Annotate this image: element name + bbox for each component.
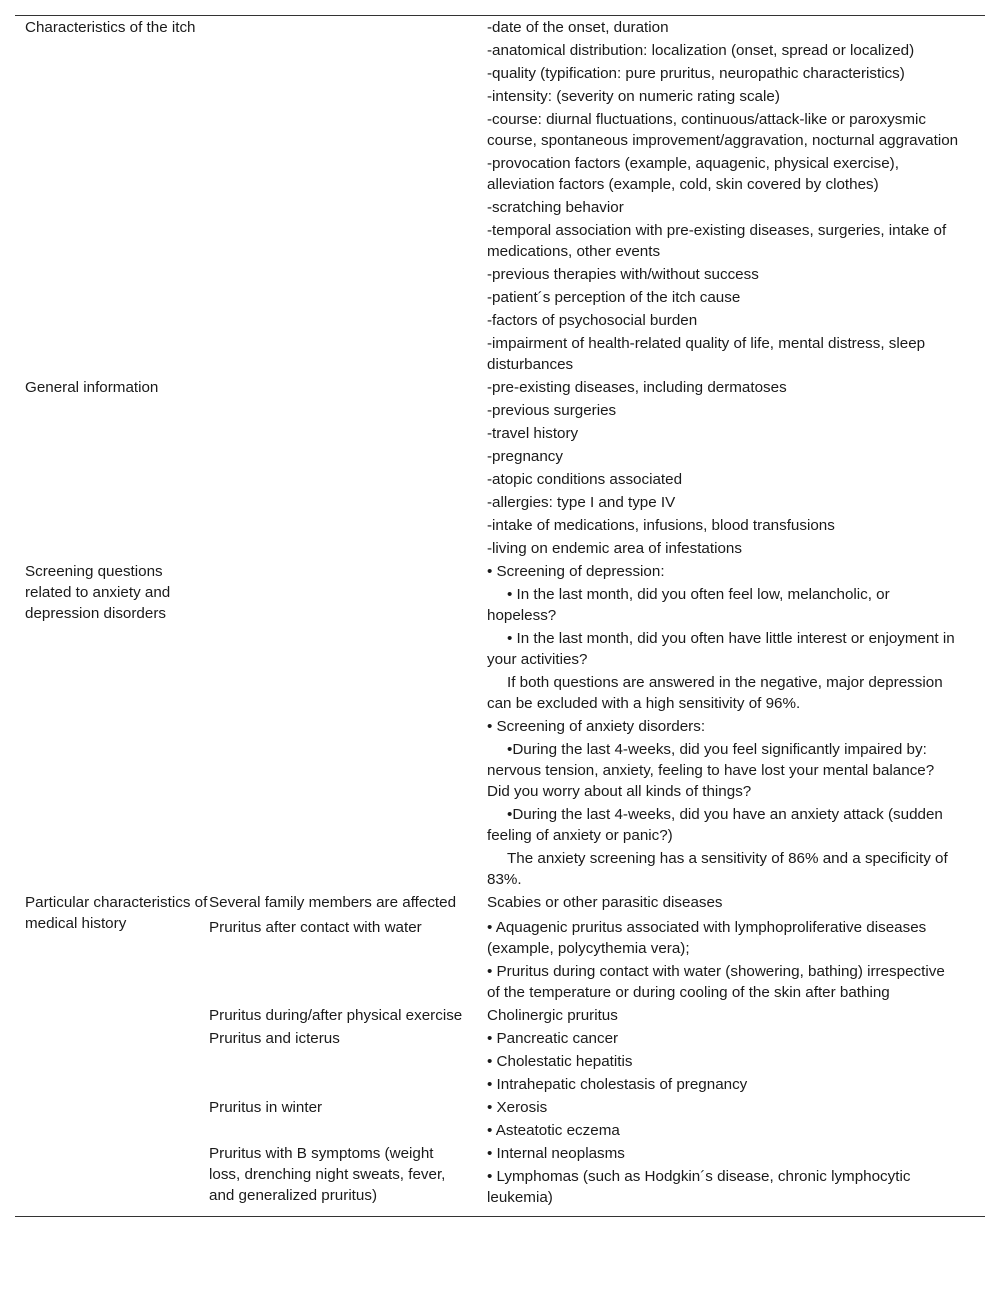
- condition-details: [487, 917, 961, 1005]
- row-details: [487, 561, 961, 892]
- detail-line: • Screening of anxiety disorders:: [487, 718, 706, 735]
- empty-cell: [209, 377, 487, 561]
- detail-line: • Cholestatic hepatitis: [487, 1053, 633, 1070]
- detail-line: -patient´s perception of the itch cause: [487, 289, 741, 306]
- row-label: Characteristics of the itch: [25, 19, 196, 36]
- table-row-screening-questions: [15, 561, 985, 892]
- detail-line: • Screening of depression:: [487, 563, 665, 580]
- detail-line: • Pruritus during contact with water (showering, bathing) irrespective of the temperature or during cooling of the skin after bathing: [487, 963, 945, 1001]
- condition-label: Pruritus and icterus: [209, 1030, 340, 1047]
- detail-line: -living on endemic area of infestations: [487, 540, 742, 557]
- detail-line: • Xerosis: [487, 1099, 548, 1116]
- condition-details: [487, 1028, 961, 1097]
- table-row-particular-characteristics: [15, 892, 985, 1210]
- detail-line: -course: diurnal fluctuations, continuous/attack-like or paroxysmic course, spontaneous improvement/aggravation, nocturnal aggravation: [487, 111, 959, 149]
- detail-line: -atopic conditions associated: [487, 471, 683, 488]
- row-label: Particular characteristics of medical history: [25, 894, 208, 932]
- detail-line: The anxiety screening has a sensitivity of 86% and a specificity of 83%.: [487, 850, 948, 888]
- detail-line: • Internal neoplasms: [487, 1145, 625, 1162]
- condition-details: [487, 1097, 961, 1143]
- row-details: [487, 377, 961, 561]
- detail-line: -intake of medications, infusions, blood transfusions: [487, 517, 835, 534]
- subrow: [209, 1143, 961, 1210]
- detail-line: • Asteatotic eczema: [487, 1122, 620, 1139]
- detail-line: • In the last month, did you often feel low, melancholic, or hopeless?: [487, 586, 890, 624]
- detail-line: •During the last 4-weeks, did you have an anxiety attack (sudden feeling of anxiety or panic?): [487, 806, 943, 844]
- pruritus-history-table: [15, 15, 985, 1217]
- detail-line: -previous surgeries: [487, 402, 617, 419]
- condition-label: Pruritus after contact with water: [209, 919, 422, 936]
- condition-details: [487, 1143, 961, 1210]
- empty-cell: [209, 561, 487, 892]
- detail-line: -pregnancy: [487, 448, 563, 465]
- condition-label: Pruritus with B symptoms (weight loss, drenching night sweats, fever, and generalized pruritus): [209, 1145, 446, 1204]
- row-details: [487, 17, 961, 377]
- table-row-itch-characteristics: [15, 17, 985, 377]
- condition-label: Pruritus during/after physical exercise: [209, 1007, 463, 1024]
- subrow: [209, 1005, 961, 1028]
- detail-line: -impairment of health-related quality of life, mental distress, sleep disturbances: [487, 335, 926, 373]
- detail-line: Scabies or other parasitic diseases: [487, 894, 723, 911]
- detail-line: If both questions are answered in the negative, major depression can be excluded with a high sensitivity of 96%.: [487, 674, 943, 712]
- subrow: [209, 1028, 961, 1097]
- detail-line: -factors of psychosocial burden: [487, 312, 698, 329]
- detail-line: -pre-existing diseases, including dermatoses: [487, 379, 787, 396]
- detail-line: -intensity: (severity on numeric rating scale): [487, 88, 780, 105]
- condition-label: Several family members are affected: [209, 894, 457, 911]
- detail-line: -temporal association with pre-existing diseases, surgeries, intake of medications, other events: [487, 222, 947, 260]
- detail-line: -provocation factors (example, aquagenic, physical exercise), alleviation factors (example, cold, skin covered by clothes): [487, 155, 899, 193]
- subrow: [209, 1097, 961, 1143]
- condition-label: Pruritus in winter: [209, 1099, 323, 1116]
- subrow: [209, 892, 961, 915]
- row-label: General information: [25, 379, 159, 396]
- table-row-general-information: [15, 377, 985, 561]
- detail-line: • Aquagenic pruritus associated with lymphoproliferative diseases (example, polycythemia vera);: [487, 919, 927, 957]
- detail-line: • Lymphomas (such as Hodgkin´s disease, chronic lymphocytic leukemia): [487, 1168, 911, 1206]
- detail-line: • Pancreatic cancer: [487, 1030, 619, 1047]
- subrow-group: [209, 892, 961, 1210]
- condition-details: [487, 1005, 961, 1028]
- detail-line: -allergies: type I and type IV: [487, 494, 676, 511]
- detail-line: • Intrahepatic cholestasis of pregnancy: [487, 1076, 748, 1093]
- detail-line: •During the last 4-weeks, did you feel significantly impaired by: nervous tension, anxiety, feeling to have lost your mental balance? Did you worry about all kinds of things?: [487, 741, 935, 800]
- detail-line: -travel history: [487, 425, 579, 442]
- subrow: [209, 917, 961, 1005]
- detail-line: -date of the onset, duration: [487, 19, 669, 36]
- condition-details: [487, 892, 961, 915]
- detail-line: -previous therapies with/without success: [487, 266, 759, 283]
- detail-line: • In the last month, did you often have little interest or enjoyment in your activities?: [487, 630, 955, 668]
- detail-line: -quality (typification: pure pruritus, neuropathic characteristics): [487, 65, 905, 82]
- empty-cell: [209, 17, 487, 377]
- detail-line: -scratching behavior: [487, 199, 624, 216]
- detail-line: Cholinergic pruritus: [487, 1007, 618, 1024]
- detail-line: -anatomical distribution: localization (onset, spread or localized): [487, 42, 915, 59]
- row-label: Screening questions related to anxiety and depression disorders: [25, 563, 171, 622]
